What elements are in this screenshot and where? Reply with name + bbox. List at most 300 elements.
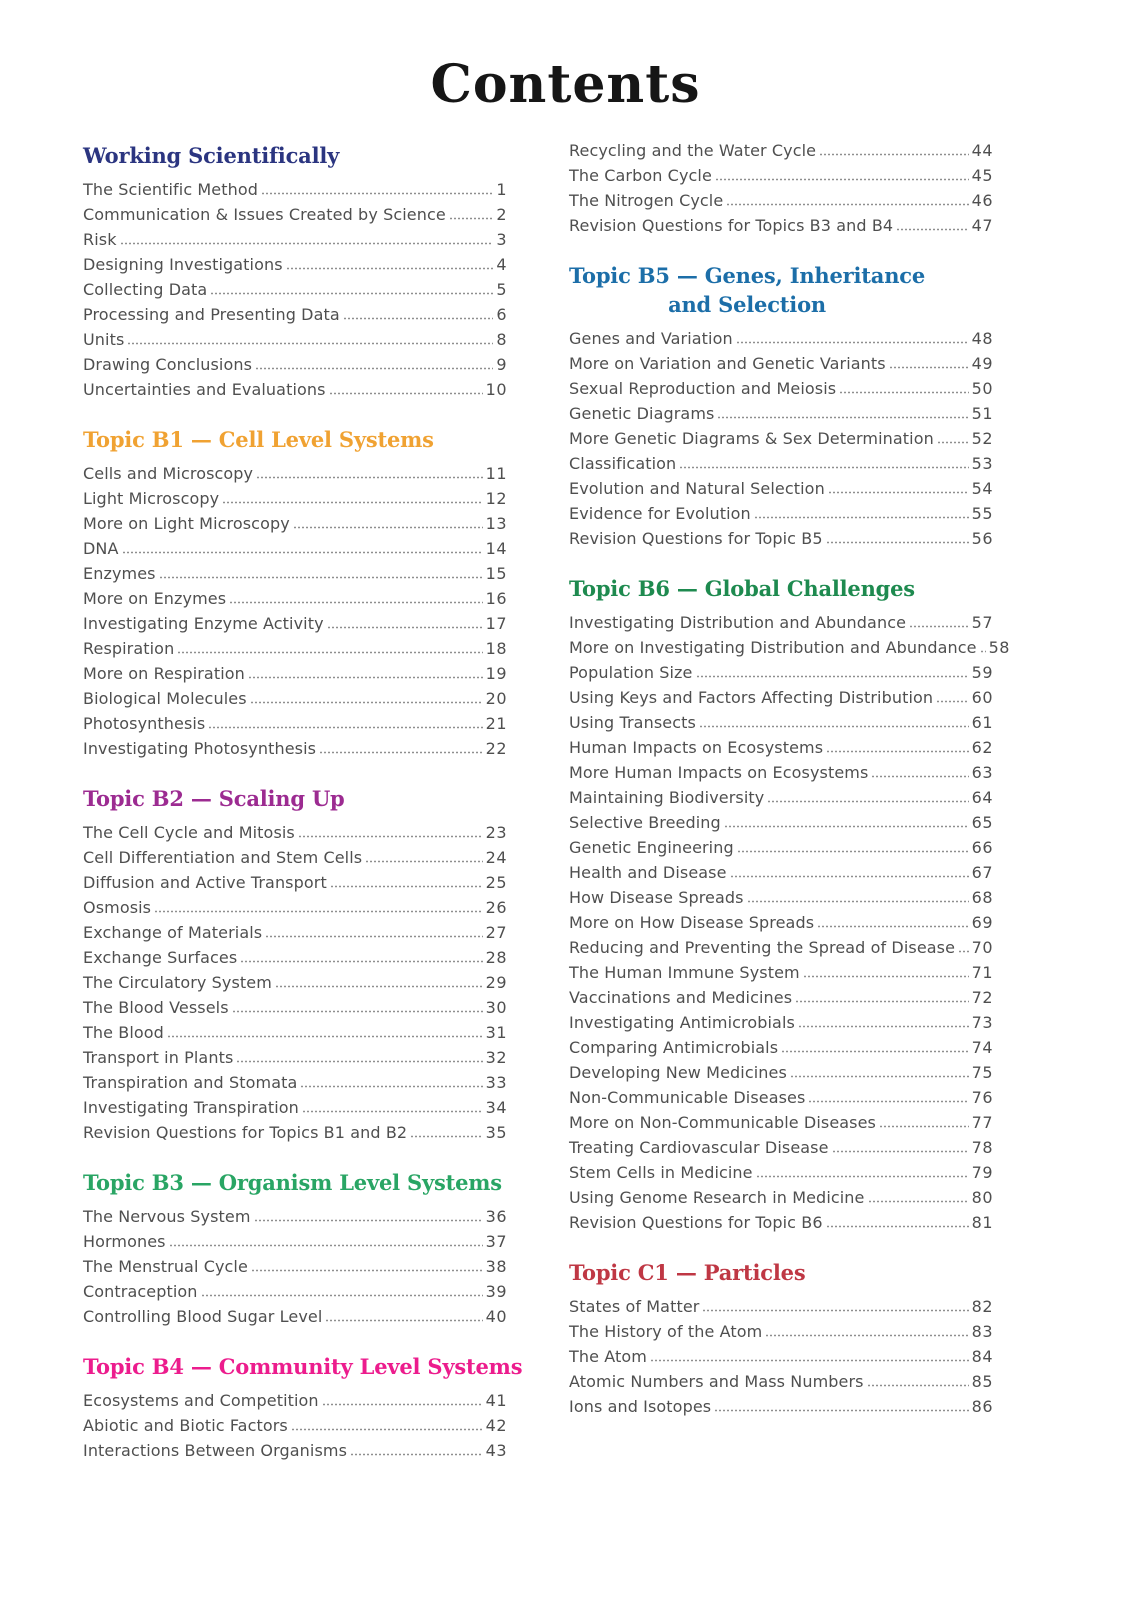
toc-section [569,574,1010,1232]
toc-entry [569,713,993,732]
toc-entry [569,1213,993,1232]
entry-label: Reducing and Preventing the Spread of Disease [569,938,956,957]
toc-entry [83,280,507,299]
entry-label: Interactions Between Organisms [83,1441,348,1460]
entry-label: The Nervous System [83,1207,251,1226]
dot-leader [275,985,483,988]
entry-label: Genetic Engineering [569,838,734,857]
dot-leader [980,650,986,653]
entry-label: Designing Investigations [83,255,283,274]
toc-section [569,1258,993,1416]
entry-page-number: 79 [971,1163,993,1182]
entry-label: Ions and Isotopes [569,1397,712,1416]
dot-leader [410,1135,482,1138]
dot-leader [803,975,969,978]
toc-entry [83,714,507,733]
entry-label: The Scientific Method [83,180,259,199]
entry-page-number: 69 [971,913,993,932]
dot-leader [839,391,968,394]
toc-entry [83,230,507,249]
dot-leader [222,501,482,504]
dot-leader [298,835,483,838]
entry-page-number: 29 [485,973,507,992]
toc-entry [83,464,507,483]
dot-leader [229,601,482,604]
entry-page-number: 59 [971,663,993,682]
dot-leader [958,950,969,953]
toc-section [83,784,507,1142]
entry-page-number: 66 [971,838,993,857]
dot-leader [327,626,483,629]
section-heading [83,141,339,170]
entry-page-number: 51 [971,404,993,423]
dot-leader [715,178,969,181]
entry-page-number: 63 [971,763,993,782]
entry-page-number: 80 [971,1188,993,1207]
entry-page-number: 36 [485,1207,507,1226]
entry-page-number: 6 [496,305,507,324]
toc-entry [569,216,993,235]
dot-leader [154,910,483,913]
dot-leader [832,1150,969,1153]
toc-entry [569,479,993,498]
dot-leader [265,935,482,938]
toc-entry [83,1416,507,1435]
dot-leader [319,751,483,754]
section-heading [569,574,915,603]
toc-entry [83,355,507,374]
dot-leader [120,242,494,245]
entry-page-number: 73 [971,1013,993,1032]
toc-column-right [569,141,1010,1486]
toc-entry [569,429,993,448]
toc-entry [569,738,993,757]
entry-label: Transport in Plants [83,1048,234,1067]
entry-label: Atomic Numbers and Mass Numbers [569,1372,864,1391]
toc-entry [569,1138,993,1157]
entry-page-number: 68 [971,888,993,907]
entry-label: Collecting Data [83,280,208,299]
entry-page-number: 54 [971,479,993,498]
toc-entry [569,1013,993,1032]
entry-label: How Disease Spreads [569,888,744,907]
toc-section [83,1168,507,1326]
toc-entry [569,963,993,982]
entry-label: Treating Cardiovascular Disease [569,1138,829,1157]
dot-leader [798,1025,969,1028]
entry-page-number: 34 [485,1098,507,1117]
toc-entry [83,539,507,558]
entry-page-number: 55 [971,504,993,523]
section-entries [83,180,507,399]
section-entries [569,613,1010,1232]
entry-page-number: 8 [496,330,507,349]
entry-label: Sexual Reproduction and Meiosis [569,379,837,398]
dot-leader [127,342,493,345]
entry-label: The Blood [83,1023,164,1042]
toc-entry [569,638,1010,657]
toc-column-left [83,141,523,1486]
entry-page-number: 18 [485,639,507,658]
entry-page-number: 64 [971,788,993,807]
toc-entry [83,589,507,608]
dot-leader [167,1035,483,1038]
toc-entry [569,454,993,473]
entry-page-number: 70 [971,938,993,957]
entry-page-number: 13 [485,514,507,533]
entry-label: More on Enzymes [83,589,227,608]
entry-page-number: 84 [971,1347,993,1366]
entry-page-number: 49 [971,354,993,373]
dot-leader [936,700,969,703]
dot-leader [210,292,493,295]
dot-leader [679,466,968,469]
entry-page-number: 76 [971,1088,993,1107]
entry-label: Biological Molecules [83,689,247,708]
entry-page-number: 74 [971,1038,993,1057]
section-heading-line1: Topic B1 — Cell Level Systems [83,427,434,452]
entry-label: Revision Questions for Topics B3 and B4 [569,216,894,235]
entry-page-number: 31 [485,1023,507,1042]
toc-entry [83,1023,507,1042]
dot-leader [177,651,482,654]
entry-label: Human Impacts on Ecosystems [569,738,824,757]
dot-leader [159,576,483,579]
entry-page-number: 3 [496,230,507,249]
toc-entry [83,873,507,892]
dot-leader [261,192,493,195]
entry-page-number: 9 [496,355,507,374]
toc-entry [83,514,507,533]
entry-label: Respiration [83,639,175,658]
toc-entry [83,255,507,274]
toc-entry [569,763,993,782]
toc-entry [83,380,507,399]
entry-label: Using Genome Research in Medicine [569,1188,865,1207]
section-heading [83,784,345,813]
section-heading-line1: Topic C1 — Particles [569,1260,806,1285]
entry-page-number: 38 [485,1257,507,1276]
toc-entry [569,788,993,807]
dot-leader [826,541,969,544]
entry-label: Diffusion and Active Transport [83,873,327,892]
entry-label: More on Respiration [83,664,245,683]
dot-leader [330,885,483,888]
dot-leader [343,317,494,320]
toc-entry [83,1391,507,1410]
toc-entry [569,1347,993,1366]
toc-entry [569,988,993,1007]
entry-label: The Blood Vessels [83,998,229,1017]
section-heading-line1: Working Scientifically [83,143,340,168]
entry-label: Stem Cells in Medicine [569,1163,753,1182]
entry-page-number: 53 [971,454,993,473]
entry-page-number: 30 [485,998,507,1017]
entry-label: More on How Disease Spreads [569,913,815,932]
entry-page-number: 67 [971,863,993,882]
dot-leader [828,491,969,494]
toc-entry [83,564,507,583]
entry-label: Recycling and the Water Cycle [569,141,817,160]
dot-leader [826,750,969,753]
entry-label: More on Investigating Distribution and Abundance [569,638,977,657]
section-entries [569,329,993,548]
dot-leader [765,1334,968,1337]
toc-entry [83,998,507,1017]
entry-page-number: 25 [485,873,507,892]
entry-label: More Genetic Diagrams & Sex Determination [569,429,934,448]
toc-entry [83,1441,507,1460]
toc-entry [569,329,993,348]
entry-page-number: 85 [971,1372,993,1391]
section-entries [569,141,993,235]
dot-leader [817,925,968,928]
entry-label: The Cell Cycle and Mitosis [83,823,295,842]
section-entries [83,1391,507,1460]
toc-entry [569,1297,993,1316]
dot-leader [240,960,482,963]
toc-entry [569,504,993,523]
toc-entry [83,973,507,992]
entry-label: Exchange Surfaces [83,948,238,967]
dot-leader [909,625,969,628]
toc-entry [569,141,993,160]
toc-section [569,141,993,235]
dot-leader [726,203,968,206]
dot-leader [650,1359,969,1362]
entry-label: Revision Questions for Topics B1 and B2 [83,1123,408,1142]
entry-page-number: 60 [971,688,993,707]
toc-entry [83,489,507,508]
entry-label: Evolution and Natural Selection [569,479,825,498]
dot-leader [756,1175,969,1178]
entry-label: Processing and Presenting Data [83,305,340,324]
entry-page-number: 22 [485,739,507,758]
section-heading [83,425,434,454]
dot-leader [122,551,483,554]
entry-label: Revision Questions for Topic B6 [569,1213,823,1232]
dot-leader [449,217,494,220]
dot-leader [322,1403,483,1406]
entry-label: Revision Questions for Topic B5 [569,529,823,548]
entry-label: Genes and Variation [569,329,733,348]
dot-leader [767,800,968,803]
toc-section [83,1352,523,1460]
dot-leader [754,516,969,519]
entry-label: The Nitrogen Cycle [569,191,724,210]
toc-entry [569,1322,993,1341]
entry-label: Hormones [83,1232,166,1251]
entry-page-number: 15 [485,564,507,583]
entry-page-number: 16 [485,589,507,608]
entry-page-number: 50 [971,379,993,398]
dot-leader [867,1384,969,1387]
dot-leader [871,775,968,778]
page-title: Contents [430,54,701,115]
entry-label: Evidence for Evolution [569,504,751,523]
entry-page-number: 77 [971,1113,993,1132]
dot-leader [808,1100,968,1103]
section-heading [569,1258,805,1287]
toc-columns [0,141,1131,1486]
dot-leader [826,1225,969,1228]
entry-label: DNA [83,539,119,558]
entry-label: Risk [83,230,117,249]
dot-leader [208,726,482,729]
section-entries [83,823,507,1142]
entry-page-number: 43 [485,1441,507,1460]
toc-entry [83,305,507,324]
entry-label: More on Non-Communicable Diseases [569,1113,876,1132]
entry-label: Classification [569,454,677,473]
entry-page-number: 52 [971,429,993,448]
entry-page-number: 81 [971,1213,993,1232]
entry-page-number: 86 [971,1397,993,1416]
entry-label: Investigating Distribution and Abundance [569,613,907,632]
entry-page-number: 56 [971,529,993,548]
toc-entry [569,191,993,210]
entry-label: Investigating Photosynthesis [83,739,317,758]
dot-leader [736,341,969,344]
section-heading [83,1352,522,1381]
dot-leader [717,416,968,419]
entry-page-number: 40 [485,1307,507,1326]
entry-label: Selective Breeding [569,813,721,832]
toc-entry [569,1372,993,1391]
dot-leader [286,267,494,270]
toc-entry [569,838,993,857]
toc-entry [83,1282,507,1301]
toc-entry [83,639,507,658]
entry-page-number: 2 [496,205,507,224]
toc-entry [83,664,507,683]
entry-page-number: 4 [496,255,507,274]
dot-leader [819,153,969,156]
toc-entry [569,166,993,185]
dot-leader [232,1010,483,1013]
entry-page-number: 65 [971,813,993,832]
toc-entry [569,863,993,882]
entry-page-number: 19 [485,664,507,683]
dot-leader [699,725,969,728]
dot-leader [937,441,969,444]
dot-leader [868,1200,969,1203]
dot-leader [889,366,969,369]
entry-label: More on Light Microscopy [83,514,290,533]
section-heading-line1: Topic B4 — Community Level Systems [83,1354,523,1379]
toc-entry [569,1188,993,1207]
entry-label: Osmosis [83,898,152,917]
entry-page-number: 35 [485,1123,507,1142]
entry-label: Cells and Microscopy [83,464,254,483]
section-entries [83,1207,507,1326]
entry-label: States of Matter [569,1297,700,1316]
dot-leader [702,1309,968,1312]
toc-entry [83,614,507,633]
entry-label: Developing New Medicines [569,1063,787,1082]
toc-entry [569,938,993,957]
entry-label: Communication & Issues Created by Science [83,205,446,224]
toc-entry [83,948,507,967]
toc-section [83,425,507,758]
toc-entry [83,1098,507,1117]
dot-leader [350,1453,483,1456]
entry-label: The Carbon Cycle [569,166,712,185]
dot-leader [781,1050,968,1053]
toc-entry [83,1123,507,1142]
section-heading-line1: Topic B5 — Genes, Inheritance [569,263,926,288]
entry-page-number: 47 [971,216,993,235]
entry-page-number: 5 [496,280,507,299]
entry-label: Transpiration and Stomata [83,1073,298,1092]
toc-entry [569,1397,993,1416]
entry-page-number: 83 [971,1322,993,1341]
entry-page-number: 42 [485,1416,507,1435]
entry-page-number: 14 [485,539,507,558]
entry-label: More Human Impacts on Ecosystems [569,763,869,782]
entry-page-number: 33 [485,1073,507,1092]
dot-leader [879,1125,969,1128]
entry-page-number: 44 [971,141,993,160]
entry-page-number: 72 [971,988,993,1007]
toc-entry [569,1113,993,1132]
entry-page-number: 32 [485,1048,507,1067]
dot-leader [302,1110,483,1113]
toc-entry [569,1088,993,1107]
dot-leader [747,900,969,903]
dot-leader [251,1269,483,1272]
entry-page-number: 46 [971,191,993,210]
toc-entry [569,663,993,682]
entry-page-number: 11 [485,464,507,483]
entry-page-number: 41 [485,1391,507,1410]
dot-leader [291,1428,483,1431]
entry-page-number: 28 [485,948,507,967]
entry-page-number: 37 [485,1232,507,1251]
toc-entry [83,1207,507,1226]
entry-label: Photosynthesis [83,714,206,733]
toc-entry [569,813,993,832]
toc-entry [569,1063,993,1082]
toc-entry [83,1232,507,1251]
entry-page-number: 20 [485,689,507,708]
entry-label: Investigating Antimicrobials [569,1013,795,1032]
entry-page-number: 39 [485,1282,507,1301]
entry-page-number: 1 [496,180,507,199]
entry-label: Health and Disease [569,863,727,882]
toc-entry [83,1307,507,1326]
entry-label: Investigating Transpiration [83,1098,299,1117]
entry-label: Vaccinations and Medicines [569,988,793,1007]
section-entries [83,464,507,758]
entry-page-number: 17 [485,614,507,633]
dot-leader [254,1219,483,1222]
dot-leader [169,1244,483,1247]
toc-entry [569,404,993,423]
dot-leader [724,825,969,828]
section-heading [83,1168,502,1197]
entry-page-number: 48 [971,329,993,348]
dot-leader [201,1294,483,1297]
entry-label: Abiotic and Biotic Factors [83,1416,288,1435]
entry-page-number: 58 [988,638,1010,657]
entry-label: Investigating Enzyme Activity [83,614,324,633]
dot-leader [365,860,482,863]
section-heading-line1: Topic B2 — Scaling Up [83,786,345,811]
toc-entry [83,848,507,867]
entry-label: The Circulatory System [83,973,272,992]
dot-leader [250,701,483,704]
